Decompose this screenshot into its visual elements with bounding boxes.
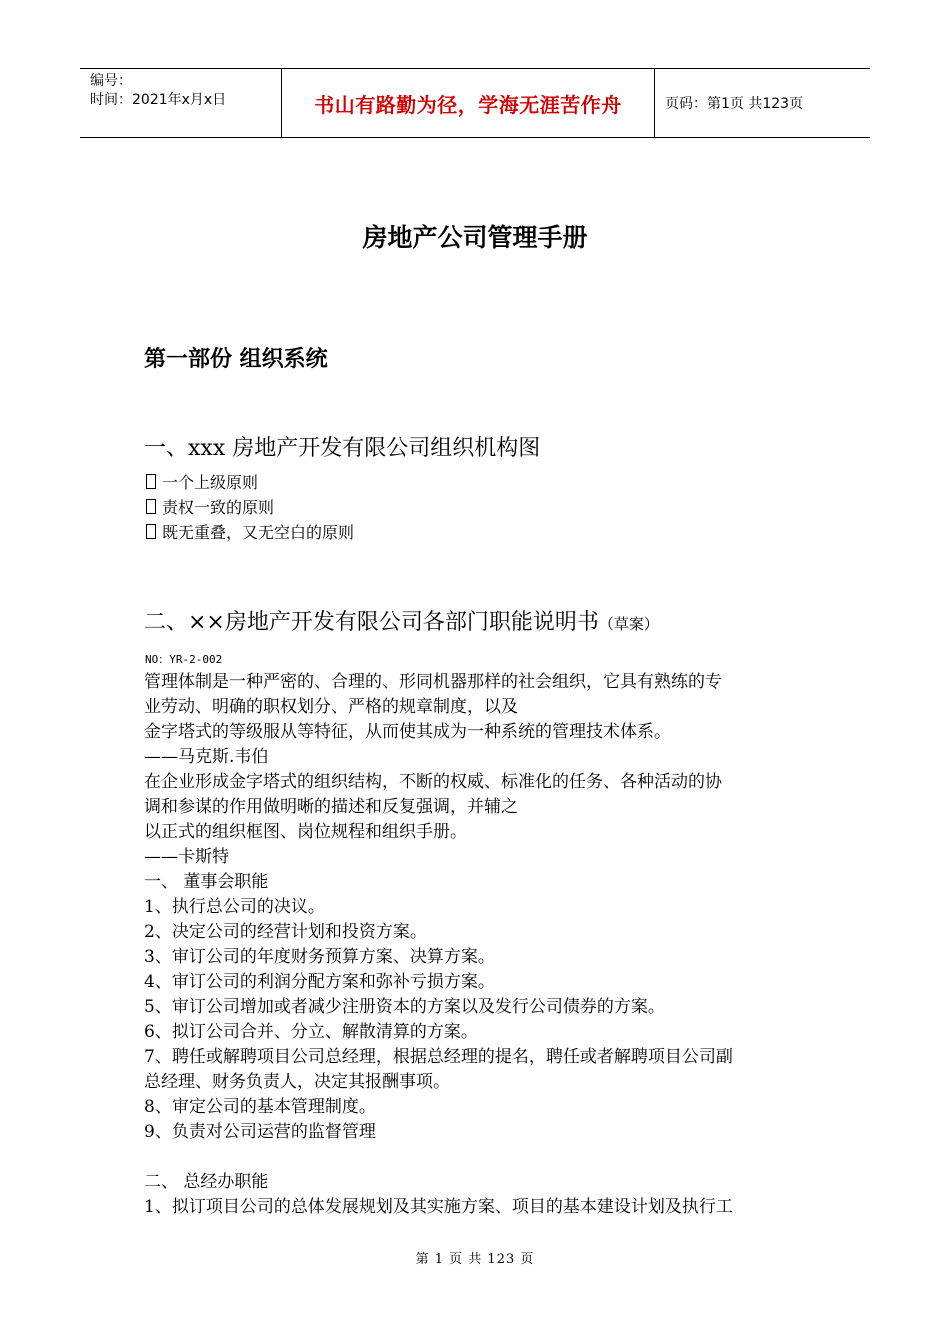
text-line: 管理体制是一种严密的、合理的、形同机器那样的社会组织，它具有熟练的专 [144, 672, 722, 692]
date-label: 时间：2021年x月x日 [90, 92, 227, 108]
section2-title: 二、××房地产开发有限公司各部门职能说明书（草案） [144, 610, 659, 635]
text-line: 调和参谋的作用做明晰的描述和反复强调，并辅之 [144, 797, 518, 817]
part-title: 第一部份 组织系统 [144, 347, 328, 372]
text-line: 9、负责对公司运营的监督管理 [144, 1122, 376, 1142]
text-line: ——卡斯特 [144, 847, 229, 867]
number-label: 编号： [90, 73, 132, 89]
page-footer: 第 1 页 共 123 页 [415, 1252, 535, 1267]
header-motto-cell [281, 69, 655, 137]
text-line: 8、审定公司的基本管理制度。 [144, 1097, 376, 1117]
principles-list [146, 470, 354, 545]
text-line: 1、执行总公司的决议。 [144, 897, 325, 917]
text-line: 业劳动、明确的职权划分、严格的规章制度，以及 [144, 697, 518, 717]
checkbox-glyph-icon [146, 499, 156, 514]
text-line: 金字塔式的等级服从等特征，从而使其成为一种系统的管理技术体系。 [144, 722, 671, 742]
draft-suffix: （草案） [598, 615, 659, 633]
list-item: 一个上级原则 [146, 470, 354, 495]
list-item: 既无重叠，又无空白的原则 [146, 520, 354, 545]
text-line: 6、拟订公司合并、分立、解散清算的方案。 [144, 1022, 478, 1042]
text-line: 一、 董事会职能 [144, 872, 269, 892]
checkbox-glyph-icon [146, 524, 156, 539]
text-line: 7、聘任或解聘项目公司总经理，根据总经理的提名，聘任或者解聘项目公司副 [144, 1047, 733, 1067]
page-info: 页码：第1页 共123页 [665, 96, 804, 112]
text-line: 1、拟订项目公司的总体发展规划及其实施方案、项目的基本建设计划及执行工 [144, 1197, 733, 1217]
text-line: 总经理、财务负责人，决定其报酬事项。 [144, 1072, 450, 1092]
text-line: 在企业形成金字塔式的组织结构，不断的权威、标准化的任务、各种活动的协 [144, 772, 722, 792]
header-page-info-cell [655, 69, 870, 137]
section1-title: 一、xxx 房地产开发有限公司组织机构图 [144, 436, 541, 461]
page-header [80, 68, 870, 138]
header-meta [80, 69, 281, 137]
text-line: 2、决定公司的经营计划和投资方案。 [144, 922, 427, 942]
text-line: 二、 总经办职能 [144, 1172, 269, 1192]
text-line: 4、审订公司的利润分配方案和弥补亏损方案。 [144, 972, 495, 992]
text-line [144, 1145, 824, 1170]
document-number: NO：YR-2-002 [145, 653, 223, 666]
motto: 书山有路勤为径，学海无涯苦作舟 [314, 92, 622, 117]
checkbox-glyph-icon [146, 474, 156, 489]
text-line: ——马克斯.韦伯 [144, 747, 269, 767]
list-item: 责权一致的原则 [146, 495, 354, 520]
text-line: 5、审订公司增加或者减少注册资本的方案以及发行公司债券的方案。 [144, 997, 665, 1017]
document-title: 房地产公司管理手册 [362, 223, 588, 252]
body-text [144, 670, 824, 1220]
text-line: 以正式的组织框图、岗位规程和组织手册。 [144, 822, 467, 842]
text-line: 3、审订公司的年度财务预算方案、决算方案。 [144, 947, 495, 967]
